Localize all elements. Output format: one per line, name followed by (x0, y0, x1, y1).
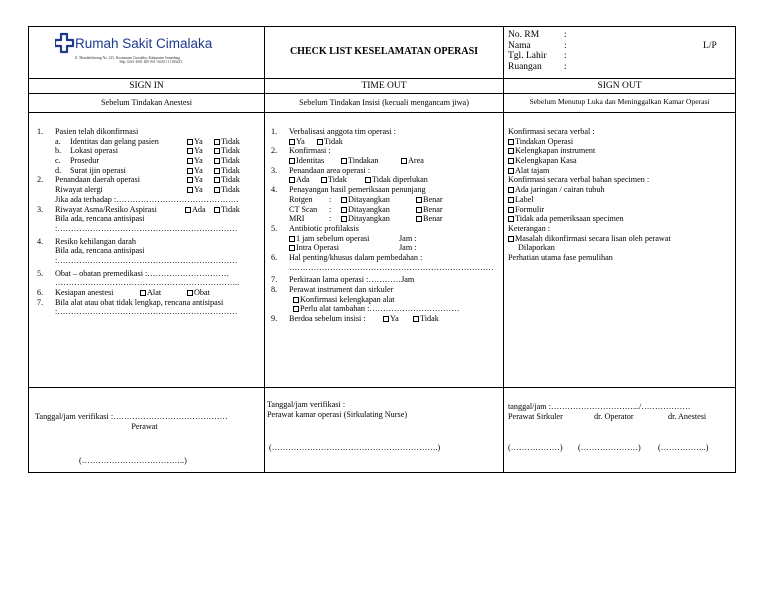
logo-text: Rumah Sakit Cimalaka (75, 36, 213, 51)
to-signature[interactable]: (…………………………………………………….) (269, 443, 441, 452)
checkbox-konfirmasi-alat[interactable] (293, 297, 299, 303)
to-item-5: 5. Antibiotic profilaksis (271, 223, 359, 233)
si-alergi: Riwayat alergi Ya Tidak (55, 185, 240, 195)
checkbox-ya[interactable] (289, 139, 295, 145)
to-mri: MRI : Ditayangkan Benar (289, 214, 443, 224)
checkbox-tindakan-operasi[interactable] (508, 139, 514, 145)
checkbox-obat[interactable] (187, 290, 193, 296)
time-out-verification (265, 388, 504, 473)
so-tindakan: Tindakan Operasi (508, 137, 735, 147)
checkbox-ditayangkan[interactable] (341, 207, 347, 213)
to-rotgen: Rotgen : Ditayangkan Benar (289, 194, 443, 204)
checkbox-alat[interactable] (140, 290, 146, 296)
si-item-3: 3. Riwayat Asma/Resiko Aspirasi Ada Tidak (37, 204, 240, 214)
so-keterangan: Keterangan : (508, 223, 551, 233)
subtitle-row (29, 94, 735, 113)
si-item-1b: b. Lokasi operasi Ya Tidak (55, 146, 240, 156)
checkbox-ya[interactable] (187, 187, 193, 193)
so-alat-tajam: Alat tajam (508, 166, 735, 176)
logo-address: Jl. Mandalaherang No. 225, Kecamatan Cimalaka, Kabupaten Sumedang Telp. 0261-2001 400 WA +62811 11183423 (75, 56, 182, 65)
checkbox-ya[interactable] (187, 168, 193, 174)
checklist-form (28, 26, 736, 473)
checkbox-label[interactable] (508, 197, 514, 203)
checkbox-tidak-diperlukan[interactable] (365, 177, 371, 183)
checkbox-ditayangkan[interactable] (341, 216, 347, 222)
checkbox-ya[interactable] (187, 158, 193, 164)
to-intra: Intra Operasi Jam : (271, 243, 503, 253)
checkbox-formulir[interactable] (508, 207, 514, 213)
checkbox-tidak[interactable] (214, 187, 220, 193)
signature-operator[interactable]: (…………………) (578, 443, 641, 452)
cross-logo-icon (55, 32, 75, 54)
to-ctscan: CT Scan : Ditayangkan Benar (289, 204, 443, 214)
checkbox-benar[interactable] (416, 207, 422, 213)
signature-anestesi[interactable]: (……………..) (658, 443, 709, 452)
si-item-2: 2. Penandaan daerah operasi Ya Tidak (37, 175, 240, 185)
time-out-title: TIME OUT (265, 79, 504, 93)
sign-in-verification (29, 388, 265, 473)
checkbox-tidak[interactable] (317, 139, 323, 145)
checkbox-intra-operasi[interactable] (289, 245, 295, 251)
ident-nama: Nama : L/P (508, 40, 717, 51)
si-item-5: 5. Obat – obatan premedikasi :………………………… (37, 268, 230, 278)
patient-ident-cell (504, 27, 735, 78)
checkbox-tidak[interactable] (413, 316, 419, 322)
to-dots: ………………………………………………………………… (289, 262, 494, 272)
sign-out-verification (504, 388, 735, 473)
header-row (29, 27, 735, 79)
si-signature[interactable]: (………………………………..) (79, 456, 187, 465)
checkbox-ya[interactable] (187, 139, 193, 145)
checkbox-area[interactable] (401, 158, 407, 164)
si-item-1: 1. Pasien telah dikonfirmasi (37, 127, 139, 136)
to-tanggal: Tanggal/jam verifikasi : (267, 400, 346, 409)
to-item-2: 2. Konfirmasi : (271, 146, 331, 156)
si-rencana-2: Bila ada, rencana antisipasi (55, 246, 145, 256)
checkbox-ada-jaringan[interactable] (508, 187, 514, 193)
checkbox-1-jam[interactable] (289, 236, 295, 242)
checkbox-ya[interactable] (187, 177, 193, 183)
so-instrument: Kelengkapan instrument (508, 146, 735, 156)
to-konfirmasi-alat: Konfirmasi kelengkapan alat (271, 295, 503, 305)
si-dots-3: ………………………………………………………….. (55, 278, 240, 288)
to-jam-1: 1 jam sebelum operasi Jam : (271, 234, 503, 244)
checkbox-tidak[interactable] (214, 207, 220, 213)
time-out-column (265, 113, 504, 387)
si-dots-1: :………………………………………………………… (55, 223, 238, 233)
so-jaringan: Ada jaringan / cairan tubuh (508, 185, 735, 195)
so-formulir: Formulir (508, 205, 735, 215)
sign-out-column (504, 113, 735, 387)
so-kasa: Kelengkapan Kasa (508, 156, 735, 166)
si-rencana-1: Bila ada, rencana antisipasi (55, 214, 145, 224)
checkbox-kelengkapan-kasa[interactable] (508, 158, 514, 164)
checkbox-tidak-ada-pemeriksaan[interactable] (508, 216, 514, 222)
ident-rm: No. RM : (508, 30, 567, 40)
so-dilaporkan: Dilaporkan (518, 243, 555, 253)
title-cell (265, 27, 504, 78)
so-tanggal: tanggal/jam :………………………….../……………… (508, 402, 691, 411)
so-perhatian: Perhatian utama fase pemulihan (508, 252, 613, 262)
checkbox-tidak[interactable] (214, 139, 220, 145)
checkbox-tindakan[interactable] (341, 158, 347, 164)
form-title: CHECK LIST KESELAMATAN OPERASI (289, 46, 479, 57)
so-signatures (508, 443, 733, 453)
si-item-1d: d. Surat ijin operasi Ya Tidak (55, 165, 240, 175)
so-masalah: Masalah dikonfirmasi secara lisan oleh perawat (508, 234, 735, 244)
to-item-3: 3. Penandaan area operasi : (271, 165, 371, 175)
ident-ruangan: Ruangan : (508, 61, 567, 72)
checkbox-tidak[interactable] (321, 177, 327, 183)
to-perlu-alat: Perlu alat tambahan :…………………………… (271, 304, 503, 314)
checkbox-tidak[interactable] (214, 177, 220, 183)
so-tidak-ada: Tidak ada pemeriksaan specimen (508, 214, 735, 224)
to-item-4: 4. Penayangan hasil pemeriksaan penunjang (271, 185, 426, 195)
sign-in-subtitle: Sebelum Tindakan Anestesi (29, 94, 265, 112)
to-item-7: 7. Perkiraan lama operasi :…………Jam (271, 275, 415, 285)
ident-tgl-lahir: Tgl. Lahir : (508, 51, 567, 61)
checkbox-tidak[interactable] (214, 168, 220, 174)
si-item-6: 6. Kesiapan anestesi Alat Obat (37, 288, 210, 297)
checkbox-alat-tajam[interactable] (508, 168, 514, 174)
to-item-3-opts: Ada Tidak Tidak diperlukan (271, 175, 503, 185)
checklist-body-row (29, 113, 735, 388)
section-title-row (29, 79, 735, 94)
to-item-1-opts: Ya Tidak (271, 137, 503, 147)
verification-row (29, 388, 735, 473)
si-item-4: 4. Resiko kehilangan darah (37, 236, 136, 246)
si-item-1c: c. Prosedur Ya Tidak (55, 156, 240, 166)
sign-in-column (29, 113, 265, 387)
signature-sirkuler[interactable]: (………………) (508, 443, 563, 452)
checkbox-ada[interactable] (289, 177, 295, 183)
checkbox-ya[interactable] (383, 316, 389, 322)
logo-cell (29, 27, 265, 78)
sign-out-subtitle: Sebelum Menutup Luka dan Meninggalkan Kamar Operasi (529, 97, 710, 106)
so-label: Label (508, 195, 735, 205)
checkbox-ditayangkan[interactable] (341, 197, 347, 203)
checkbox-identitas[interactable] (289, 158, 295, 164)
sign-out-title: SIGN OUT (597, 81, 642, 91)
si-tanggal: Tanggal/jam verifikasi :…………………………………… (35, 412, 228, 421)
sign-in-title: SIGN IN (29, 79, 265, 93)
checkbox-tidak[interactable] (214, 148, 220, 154)
si-item-1a: a. Identitas dan gelang pasien Ya Tidak (55, 136, 240, 146)
so-verbal: Konfirmasi secara verbal : (508, 127, 595, 136)
checkbox-benar[interactable] (416, 216, 422, 222)
to-item-1: 1. Verbalisasi anggota tim operasi : (271, 127, 396, 136)
si-alergi-detail: Jika ada terhadap :……………………………………… (55, 194, 239, 204)
so-roles: Perawat Sirkuler dr. Operator dr. Anestesi (508, 411, 707, 421)
to-item-8: 8. Perawat instrument dan sirkuler (271, 285, 394, 294)
si-dots-4: :………………………………………………………… (55, 307, 238, 317)
checkbox-ada[interactable] (185, 207, 191, 213)
to-item-9: 9. Berdoa sebelum insisi : Ya Tidak (271, 314, 439, 324)
si-role: Perawat (131, 421, 158, 431)
checkbox-tidak[interactable] (214, 158, 220, 164)
so-verbal-specimen: Konfirmasi secara verbal bahan specimen : (508, 175, 650, 185)
to-role: Perawat kamar operasi (Sirkulating Nurse) (267, 409, 408, 419)
checkbox-ya[interactable] (187, 148, 193, 154)
checkbox-benar[interactable] (416, 197, 422, 203)
si-dots-2: :………………………………………………………… (55, 255, 238, 265)
checkbox-perlu-alat[interactable] (293, 306, 299, 312)
time-out-subtitle: Sebelum Tindakan Insisi (kecuali mengancam jiwa) (265, 94, 504, 112)
checkbox-masalah[interactable] (508, 236, 514, 242)
to-item-2-opts: Identitas Tindakan Area (271, 156, 503, 166)
checkbox-kelengkapan-instrument[interactable] (508, 148, 514, 154)
si-item-7: 7. Bila alat atau obat tidak lengkap, rencana antisipasi (37, 297, 224, 307)
to-item-6: 6. Hal penting/khusus dalam pembedahan : (271, 252, 423, 262)
